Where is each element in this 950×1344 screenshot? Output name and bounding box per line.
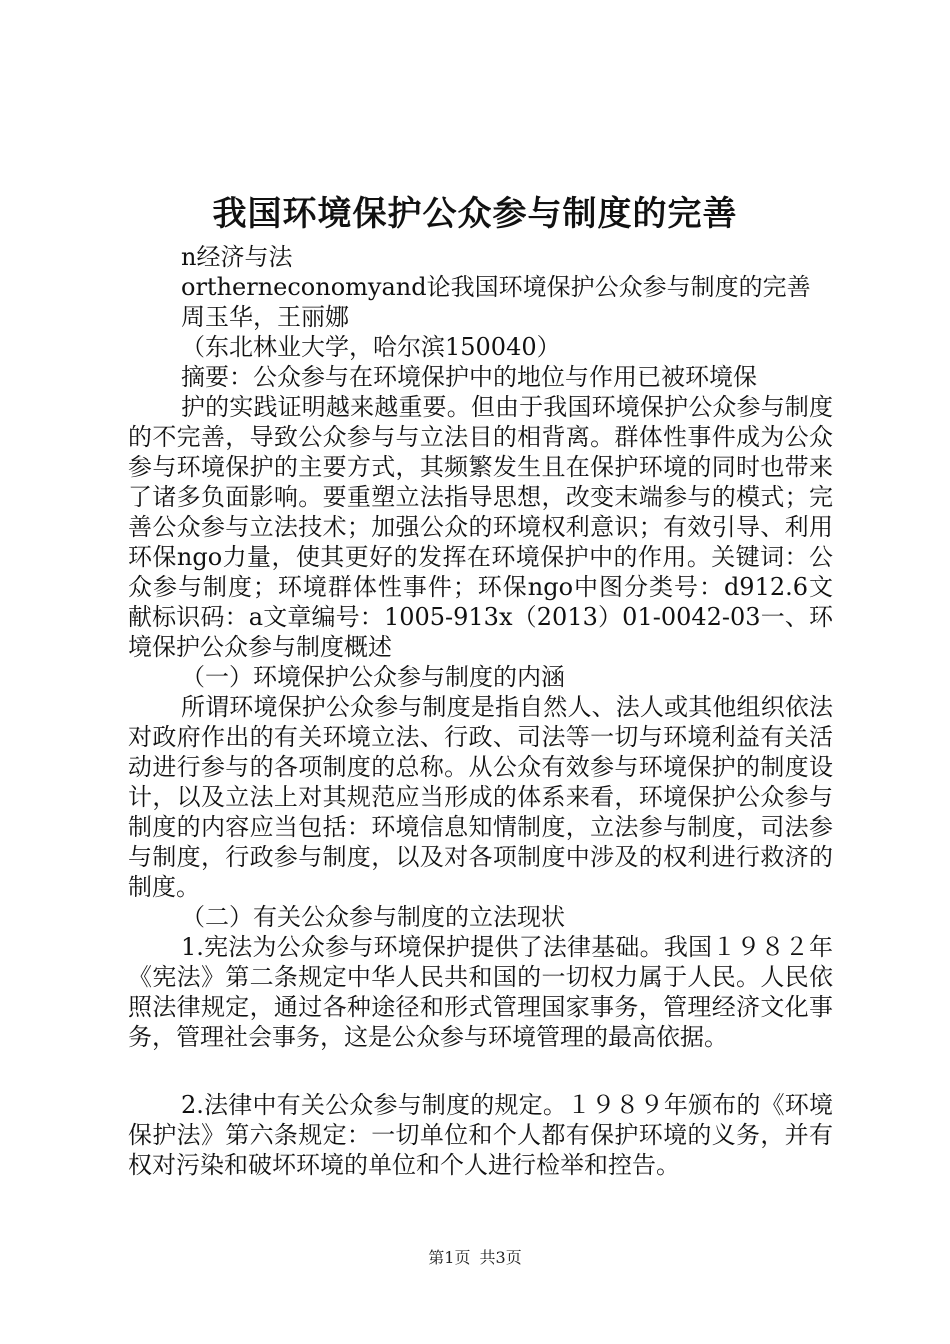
section-1-paragraph: 所谓环境保护公众参与制度是指自然人、法人或其他组织依法对政府作出的有关环境立法、行政、司法等一切与环境利益有关活动进行参与的各项制度的总称。从公众有效参与环境保护的制度设计，以及立法上对其规范应当形成的体系来看，环境保护公众参与制度的内容应当包括：环境信息知情制度，立法参与制度，司法参与制度，行政参与制度，以及对各项制度中涉及的权利进行救济的制度。: [128, 693, 833, 901]
abstract-body: 护的实践证明越来越重要。但由于我国环境保护公众参与制度的不完善，导致公众参与与立法目的相背离。群体性事件成为公众参与环境保护的主要方式，其频繁发生且在保护环境的同时也带来了诸多负面影响。要重塑立法指导思想，改变末端参与的模式；完善公众参与立法技术；加强公众的环境权利意识；有效引导、利用环保ngo力量，使其更好的发挥在环境保护中的作用。关键词：公众参与制度；环境群体性事件；环保ngo中图分类号：d912.6文献标识码：a文章编号：1005-913x（2013）01-0042-03一、环境保护公众参与制度概述: [128, 393, 833, 661]
page-number: 第1页: [428, 1248, 471, 1267]
header-line-article-title: ortherneconomyand论我国环境保护公众参与制度的完善: [181, 273, 811, 301]
paragraph-constitution: 1.宪法为公众参与环境保护提供了法律基础。我国１９８２年《宪法》第二条规定中华人民共和国的一切权力属于人民。人民依照法律规定，通过各种途径和形式管理国家事务，管理经济文化事务，管理社会事务，这是公众参与环境管理的最高依据。: [128, 933, 833, 1051]
paragraph-law: 2.法律中有关公众参与制度的规定。１９８９年颁布的《环境保护法》第六条规定：一切单位和个人都有保护环境的义务，并有权对污染和破坏环境的单位和个人进行检举和控告。: [128, 1091, 833, 1179]
page-footer: [0, 1245, 950, 1268]
abstract-lead: 摘要：公众参与在环境保护中的地位与作用已被环境保: [181, 363, 757, 391]
header-line-affiliation: （东北林业大学，哈尔滨150040）: [181, 333, 561, 361]
page-total: 共3页: [479, 1248, 522, 1267]
header-line-authors: 周玉华，王丽娜: [181, 303, 349, 331]
section-heading-2: （二）有关公众参与制度的立法现状: [181, 903, 565, 931]
section-heading-1: （一）环境保护公众参与制度的内涵: [181, 663, 565, 691]
document-title: 我国环境保护公众参与制度的完善: [212, 194, 738, 234]
header-line-journal: n经济与法: [181, 243, 293, 271]
